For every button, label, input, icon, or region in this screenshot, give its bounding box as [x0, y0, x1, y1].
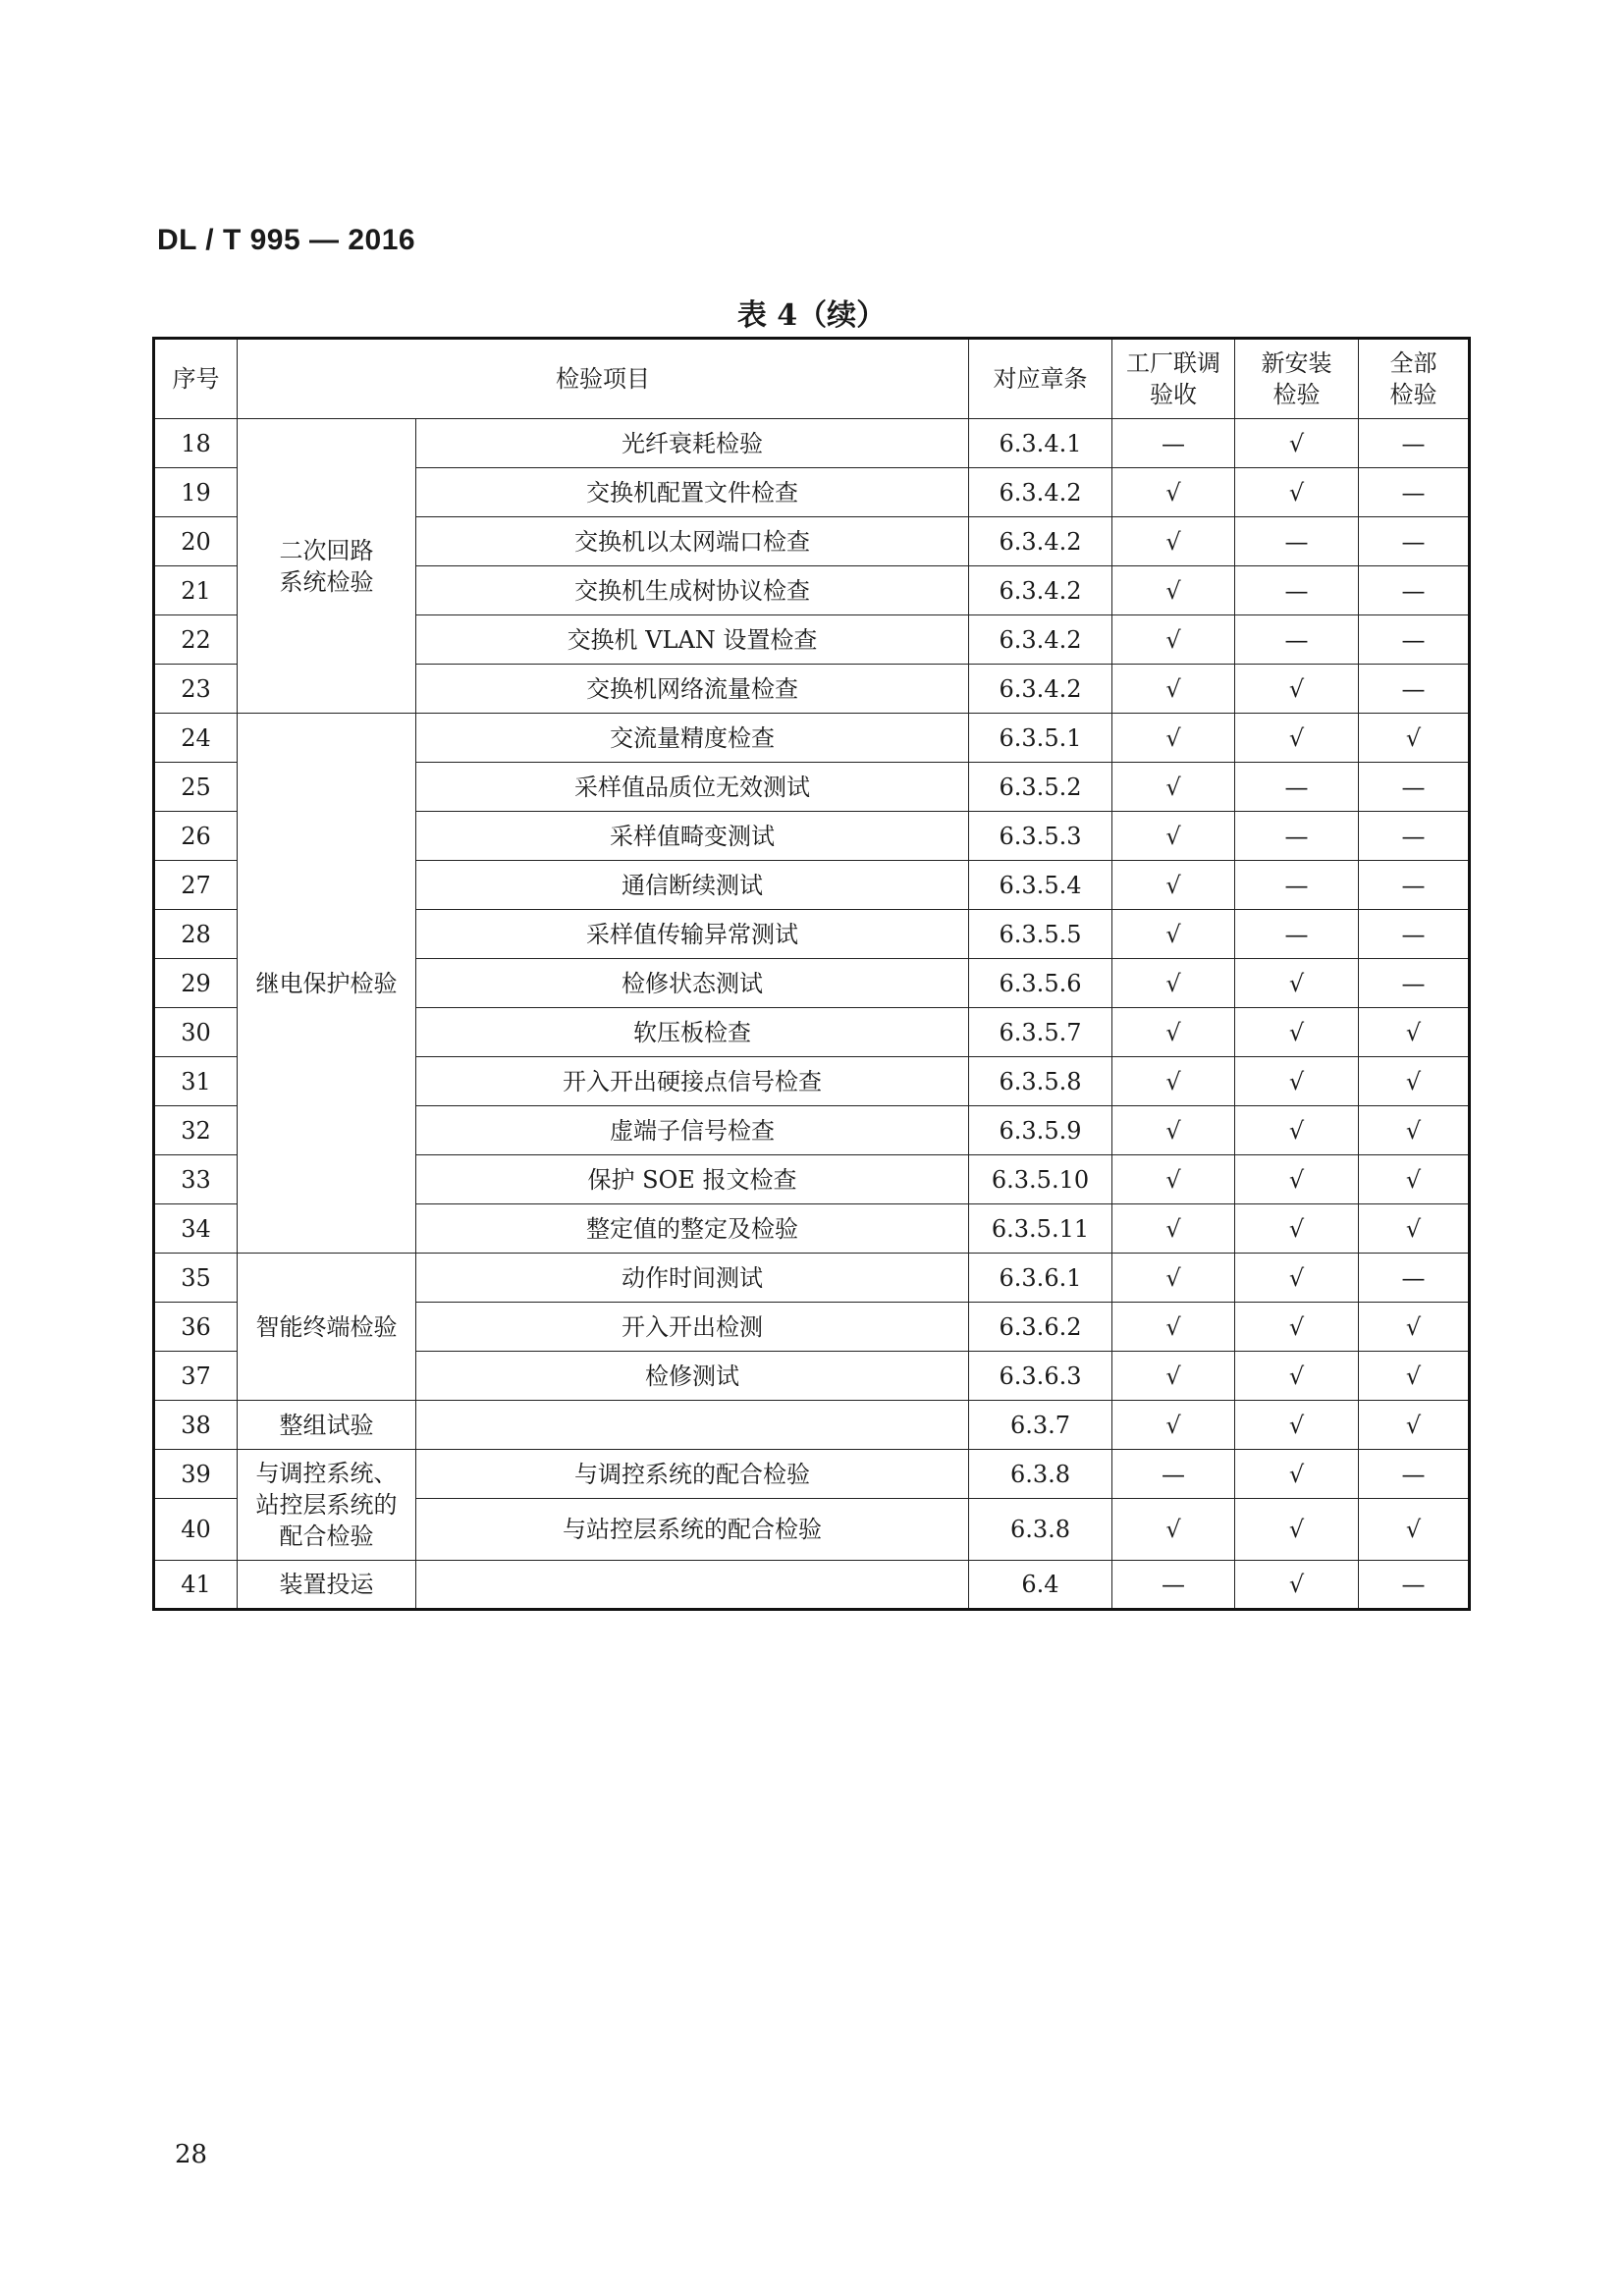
group-label-line3: 配合检验 — [279, 1522, 374, 1550]
row-factory-mark: √ — [1112, 763, 1235, 812]
row-clause: 6.3.4.2 — [969, 665, 1112, 714]
row-item: 保护 SOE 报文检查 — [416, 1155, 969, 1204]
row-item: 动作时间测试 — [416, 1254, 969, 1303]
row-factory-mark: √ — [1112, 615, 1235, 665]
row-factory-mark: √ — [1112, 1352, 1235, 1401]
col-header-clause: 对应章条 — [969, 339, 1112, 419]
row-no: 32 — [154, 1106, 238, 1155]
row-no: 33 — [154, 1155, 238, 1204]
col-header-new-line1: 新安装 — [1261, 349, 1332, 377]
row-item: 采样值品质位无效测试 — [416, 763, 969, 812]
row-full-mark: — — [1359, 468, 1470, 517]
group-label-line2: 站控层系统的 — [255, 1491, 398, 1519]
row-clause: 6.3.5.1 — [969, 714, 1112, 763]
row-full-mark: √ — [1359, 1057, 1470, 1106]
row-new-mark: √ — [1235, 714, 1359, 763]
row-no: 20 — [154, 517, 238, 566]
group-label-line1: 与调控系统、 — [255, 1460, 398, 1487]
row-no: 27 — [154, 861, 238, 910]
row-clause: 6.3.5.5 — [969, 910, 1112, 959]
row-no: 34 — [154, 1204, 238, 1254]
row-factory-mark: √ — [1112, 1008, 1235, 1057]
row-new-mark: √ — [1235, 419, 1359, 468]
row-item — [416, 1561, 969, 1610]
row-factory-mark: √ — [1112, 910, 1235, 959]
row-clause: 6.3.5.3 — [969, 812, 1112, 861]
row-item: 交换机生成树协议检查 — [416, 566, 969, 615]
row-new-mark: √ — [1235, 1401, 1359, 1450]
row-factory-mark: — — [1112, 419, 1235, 468]
row-factory-mark: √ — [1112, 665, 1235, 714]
row-no: 21 — [154, 566, 238, 615]
row-factory-mark: — — [1112, 1561, 1235, 1610]
row-factory-mark: √ — [1112, 1155, 1235, 1204]
row-full-mark: √ — [1359, 1155, 1470, 1204]
row-factory-mark: √ — [1112, 812, 1235, 861]
row-no: 30 — [154, 1008, 238, 1057]
row-no: 28 — [154, 910, 238, 959]
row-new-mark: √ — [1235, 1352, 1359, 1401]
row-clause: 6.3.8 — [969, 1450, 1112, 1499]
row-full-mark: √ — [1359, 1499, 1470, 1561]
table-row — [154, 1254, 1470, 1303]
row-full-mark: √ — [1359, 1008, 1470, 1057]
row-item: 整定值的整定及检验 — [416, 1204, 969, 1254]
table-title: 表 4（续） — [736, 298, 887, 333]
row-factory-mark: √ — [1112, 714, 1235, 763]
row-no: 38 — [154, 1401, 238, 1450]
row-new-mark: √ — [1235, 1106, 1359, 1155]
row-no: 36 — [154, 1303, 238, 1352]
row-new-mark: √ — [1235, 1204, 1359, 1254]
page-number: 28 — [175, 2140, 208, 2169]
row-full-mark: √ — [1359, 714, 1470, 763]
row-new-mark: — — [1235, 861, 1359, 910]
row-full-mark: — — [1359, 1561, 1470, 1610]
row-item: 开入开出检测 — [416, 1303, 969, 1352]
row-no: 29 — [154, 959, 238, 1008]
table-row — [154, 1561, 1470, 1610]
header-row — [154, 339, 1470, 419]
row-new-mark: √ — [1235, 1303, 1359, 1352]
row-clause: 6.3.5.2 — [969, 763, 1112, 812]
group-label: 继电保护检验 — [238, 714, 416, 1254]
row-item: 检修状态测试 — [416, 959, 969, 1008]
col-header-full — [1359, 339, 1470, 419]
row-new-mark: — — [1235, 615, 1359, 665]
group-label: 装置投运 — [238, 1561, 416, 1610]
col-header-factory — [1112, 339, 1235, 419]
row-item: 交流量精度检查 — [416, 714, 969, 763]
row-full-mark: — — [1359, 566, 1470, 615]
row-new-mark: — — [1235, 910, 1359, 959]
row-factory-mark: √ — [1112, 1254, 1235, 1303]
row-full-mark: √ — [1359, 1401, 1470, 1450]
col-header-no: 序号 — [154, 339, 238, 419]
inspection-table — [152, 337, 1471, 1611]
row-factory-mark: √ — [1112, 1057, 1235, 1106]
row-no: 35 — [154, 1254, 238, 1303]
row-item: 交换机以太网端口检查 — [416, 517, 969, 566]
row-clause: 6.3.4.2 — [969, 615, 1112, 665]
row-factory-mark: √ — [1112, 468, 1235, 517]
row-new-mark: √ — [1235, 959, 1359, 1008]
group-label: 整组试验 — [238, 1401, 416, 1450]
row-item: 虚端子信号检查 — [416, 1106, 969, 1155]
row-item — [416, 1401, 969, 1450]
row-clause: 6.3.7 — [969, 1401, 1112, 1450]
row-no: 25 — [154, 763, 238, 812]
col-header-factory-line2: 验收 — [1150, 381, 1197, 408]
row-new-mark: √ — [1235, 665, 1359, 714]
col-header-item: 检验项目 — [238, 339, 969, 419]
row-new-mark: — — [1235, 763, 1359, 812]
row-factory-mark: √ — [1112, 517, 1235, 566]
row-clause: 6.3.5.9 — [969, 1106, 1112, 1155]
row-full-mark: — — [1359, 763, 1470, 812]
row-clause: 6.3.4.1 — [969, 419, 1112, 468]
row-new-mark: √ — [1235, 1155, 1359, 1204]
table-row — [154, 419, 1470, 468]
row-full-mark: — — [1359, 517, 1470, 566]
row-clause: 6.3.5.8 — [969, 1057, 1112, 1106]
standard-code: DL / T 995 — 2016 — [157, 224, 416, 256]
row-item: 通信断续测试 — [416, 861, 969, 910]
row-clause: 6.3.8 — [969, 1499, 1112, 1561]
group-label — [238, 1450, 416, 1561]
row-no: 37 — [154, 1352, 238, 1401]
row-item: 交换机网络流量检查 — [416, 665, 969, 714]
row-clause: 6.3.4.2 — [969, 517, 1112, 566]
row-full-mark: √ — [1359, 1106, 1470, 1155]
row-factory-mark: √ — [1112, 861, 1235, 910]
row-clause: 6.3.5.10 — [969, 1155, 1112, 1204]
row-clause: 6.3.4.2 — [969, 468, 1112, 517]
row-factory-mark: √ — [1112, 1303, 1235, 1352]
row-clause: 6.3.6.2 — [969, 1303, 1112, 1352]
row-item: 与调控系统的配合检验 — [416, 1450, 969, 1499]
row-new-mark: √ — [1235, 1561, 1359, 1610]
group-label-line1: 二次回路 — [279, 536, 374, 564]
row-full-mark: — — [1359, 861, 1470, 910]
row-item: 开入开出硬接点信号检查 — [416, 1057, 969, 1106]
row-new-mark: — — [1235, 517, 1359, 566]
row-new-mark: — — [1235, 566, 1359, 615]
row-clause: 6.3.5.7 — [969, 1008, 1112, 1057]
col-header-full-line1: 全部 — [1389, 349, 1437, 377]
table-row — [154, 1401, 1470, 1450]
row-no: 24 — [154, 714, 238, 763]
row-item: 交换机 VLAN 设置检查 — [416, 615, 969, 665]
table-row — [154, 1450, 1470, 1499]
row-full-mark: — — [1359, 665, 1470, 714]
row-factory-mark: √ — [1112, 566, 1235, 615]
row-no: 22 — [154, 615, 238, 665]
row-full-mark: — — [1359, 959, 1470, 1008]
row-full-mark: — — [1359, 910, 1470, 959]
row-new-mark: √ — [1235, 1499, 1359, 1561]
row-factory-mark: √ — [1112, 1106, 1235, 1155]
row-factory-mark: — — [1112, 1450, 1235, 1499]
col-header-full-line2: 检验 — [1389, 381, 1437, 408]
col-header-new-line2: 检验 — [1272, 381, 1321, 408]
row-factory-mark: √ — [1112, 1401, 1235, 1450]
row-full-mark: — — [1359, 1254, 1470, 1303]
row-full-mark: √ — [1359, 1303, 1470, 1352]
row-full-mark: — — [1359, 812, 1470, 861]
row-clause: 6.3.4.2 — [969, 566, 1112, 615]
row-clause: 6.3.5.6 — [969, 959, 1112, 1008]
row-item: 采样值畸变测试 — [416, 812, 969, 861]
group-label: 智能终端检验 — [238, 1254, 416, 1401]
row-new-mark: √ — [1235, 1254, 1359, 1303]
row-new-mark: √ — [1235, 1450, 1359, 1499]
row-clause: 6.3.5.4 — [969, 861, 1112, 910]
row-clause: 6.3.6.3 — [969, 1352, 1112, 1401]
row-no: 26 — [154, 812, 238, 861]
col-header-new — [1235, 339, 1359, 419]
row-new-mark: √ — [1235, 1008, 1359, 1057]
row-no: 23 — [154, 665, 238, 714]
row-item: 与站控层系统的配合检验 — [416, 1499, 969, 1561]
row-item: 交换机配置文件检查 — [416, 468, 969, 517]
row-full-mark: — — [1359, 1450, 1470, 1499]
row-full-mark: — — [1359, 419, 1470, 468]
row-clause: 6.4 — [969, 1561, 1112, 1610]
row-item: 采样值传输异常测试 — [416, 910, 969, 959]
row-full-mark: √ — [1359, 1204, 1470, 1254]
row-factory-mark: √ — [1112, 1499, 1235, 1561]
col-header-factory-line1: 工厂联调 — [1126, 349, 1220, 377]
row-item: 光纤衰耗检验 — [416, 419, 969, 468]
row-full-mark: — — [1359, 615, 1470, 665]
row-item: 软压板检查 — [416, 1008, 969, 1057]
row-clause: 6.3.6.1 — [969, 1254, 1112, 1303]
row-no: 41 — [154, 1561, 238, 1610]
group-label-line2: 系统检验 — [279, 567, 374, 596]
row-item: 检修测试 — [416, 1352, 969, 1401]
row-no: 40 — [154, 1499, 238, 1561]
table-row — [154, 714, 1470, 763]
row-no: 39 — [154, 1450, 238, 1499]
row-full-mark: √ — [1359, 1352, 1470, 1401]
row-no: 31 — [154, 1057, 238, 1106]
group-label — [238, 419, 416, 714]
row-no: 19 — [154, 468, 238, 517]
row-clause: 6.3.5.11 — [969, 1204, 1112, 1254]
row-no: 18 — [154, 419, 238, 468]
row-new-mark: √ — [1235, 1057, 1359, 1106]
row-new-mark: √ — [1235, 468, 1359, 517]
row-factory-mark: √ — [1112, 1204, 1235, 1254]
row-factory-mark: √ — [1112, 959, 1235, 1008]
row-new-mark: — — [1235, 812, 1359, 861]
